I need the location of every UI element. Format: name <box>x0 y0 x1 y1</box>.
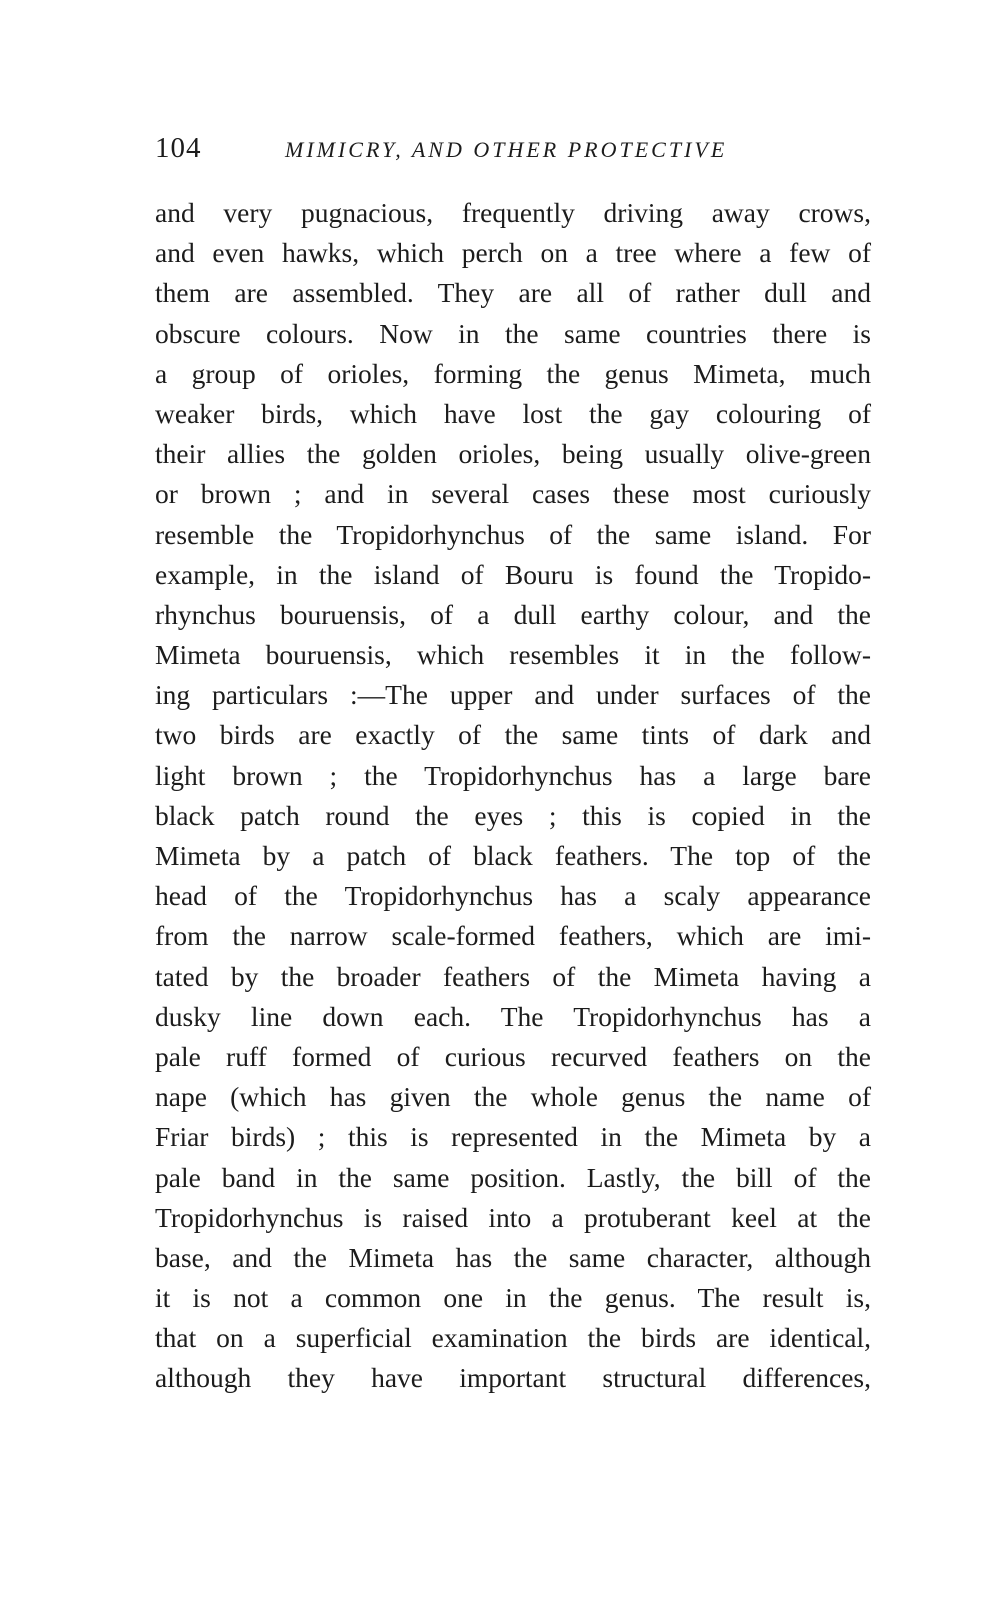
running-head <box>155 128 875 172</box>
text-line: weaker birds, which have lost the gay colouring of <box>155 397 871 429</box>
text-line: head of the Tropidorhynchus has a scaly appearance <box>155 880 871 912</box>
text-line: obscure colours. Now in the same countries there is <box>155 317 871 349</box>
text-line: Tropidorhynchus is raised into a protuberant keel at the <box>155 1201 871 1233</box>
text-line: dusky line down each. The Tropidorhynchus has a <box>155 1000 871 1032</box>
text-line: nape (which has given the whole genus the name of <box>155 1081 871 1113</box>
text-line: and even hawks, which perch on a tree where a few of <box>155 237 871 269</box>
text-line: it is not a common one in the genus. The result is, <box>155 1282 871 1314</box>
running-title: MIMICRY, AND OTHER PROTECTIVE <box>285 137 728 162</box>
text-line: their allies the golden orioles, being usually olive-green <box>155 438 871 470</box>
text-line: black patch round the eyes ; this is copied in the <box>155 799 871 831</box>
text-line: base, and the Mimeta has the same character, although <box>155 1241 871 1273</box>
text-line: Friar birds) ; this is represented in the Mimeta by a <box>155 1121 871 1153</box>
text-line: rhynchus bouruensis, of a dull earthy colour, and the <box>155 598 871 630</box>
text-line: pale ruff formed of curious recurved feathers on the <box>155 1040 871 1072</box>
text-line: light brown ; the Tropidorhynchus has a large bare <box>155 759 871 791</box>
text-line: example, in the island of Bouru is found the Tropido- <box>155 558 871 590</box>
text-line: that on a superficial examination the birds are identical, <box>155 1322 871 1354</box>
text-line: a group of orioles, forming the genus Mimeta, much <box>155 357 871 389</box>
text-line: from the narrow scale-formed feathers, which are imi- <box>155 920 871 952</box>
text-line: Mimeta by a patch of black feathers. The top of the <box>155 840 871 871</box>
text-line: or brown ; and in several cases these most curiously <box>155 478 871 510</box>
text-line: Mimeta bouruensis, which resembles it in the follow- <box>155 639 871 671</box>
page-number: 104 <box>155 132 202 164</box>
body-text <box>155 193 871 1399</box>
text-line: resemble the Tropidorhynchus of the same island. For <box>155 518 871 550</box>
text-line: although they have important structural differences, <box>155 1362 871 1394</box>
text-line: pale band in the same position. Lastly, the bill of the <box>155 1161 871 1193</box>
text-line: tated by the broader feathers of the Mimeta having a <box>155 960 871 992</box>
text-line: them are assembled. They are all of rather dull and <box>155 277 871 309</box>
text-line: two birds are exactly of the same tints of dark and <box>155 719 871 751</box>
text-line: ing particulars :—The upper and under surfaces of the <box>155 679 871 711</box>
text-line: and very pugnacious, frequently driving away crows, <box>155 197 871 228</box>
